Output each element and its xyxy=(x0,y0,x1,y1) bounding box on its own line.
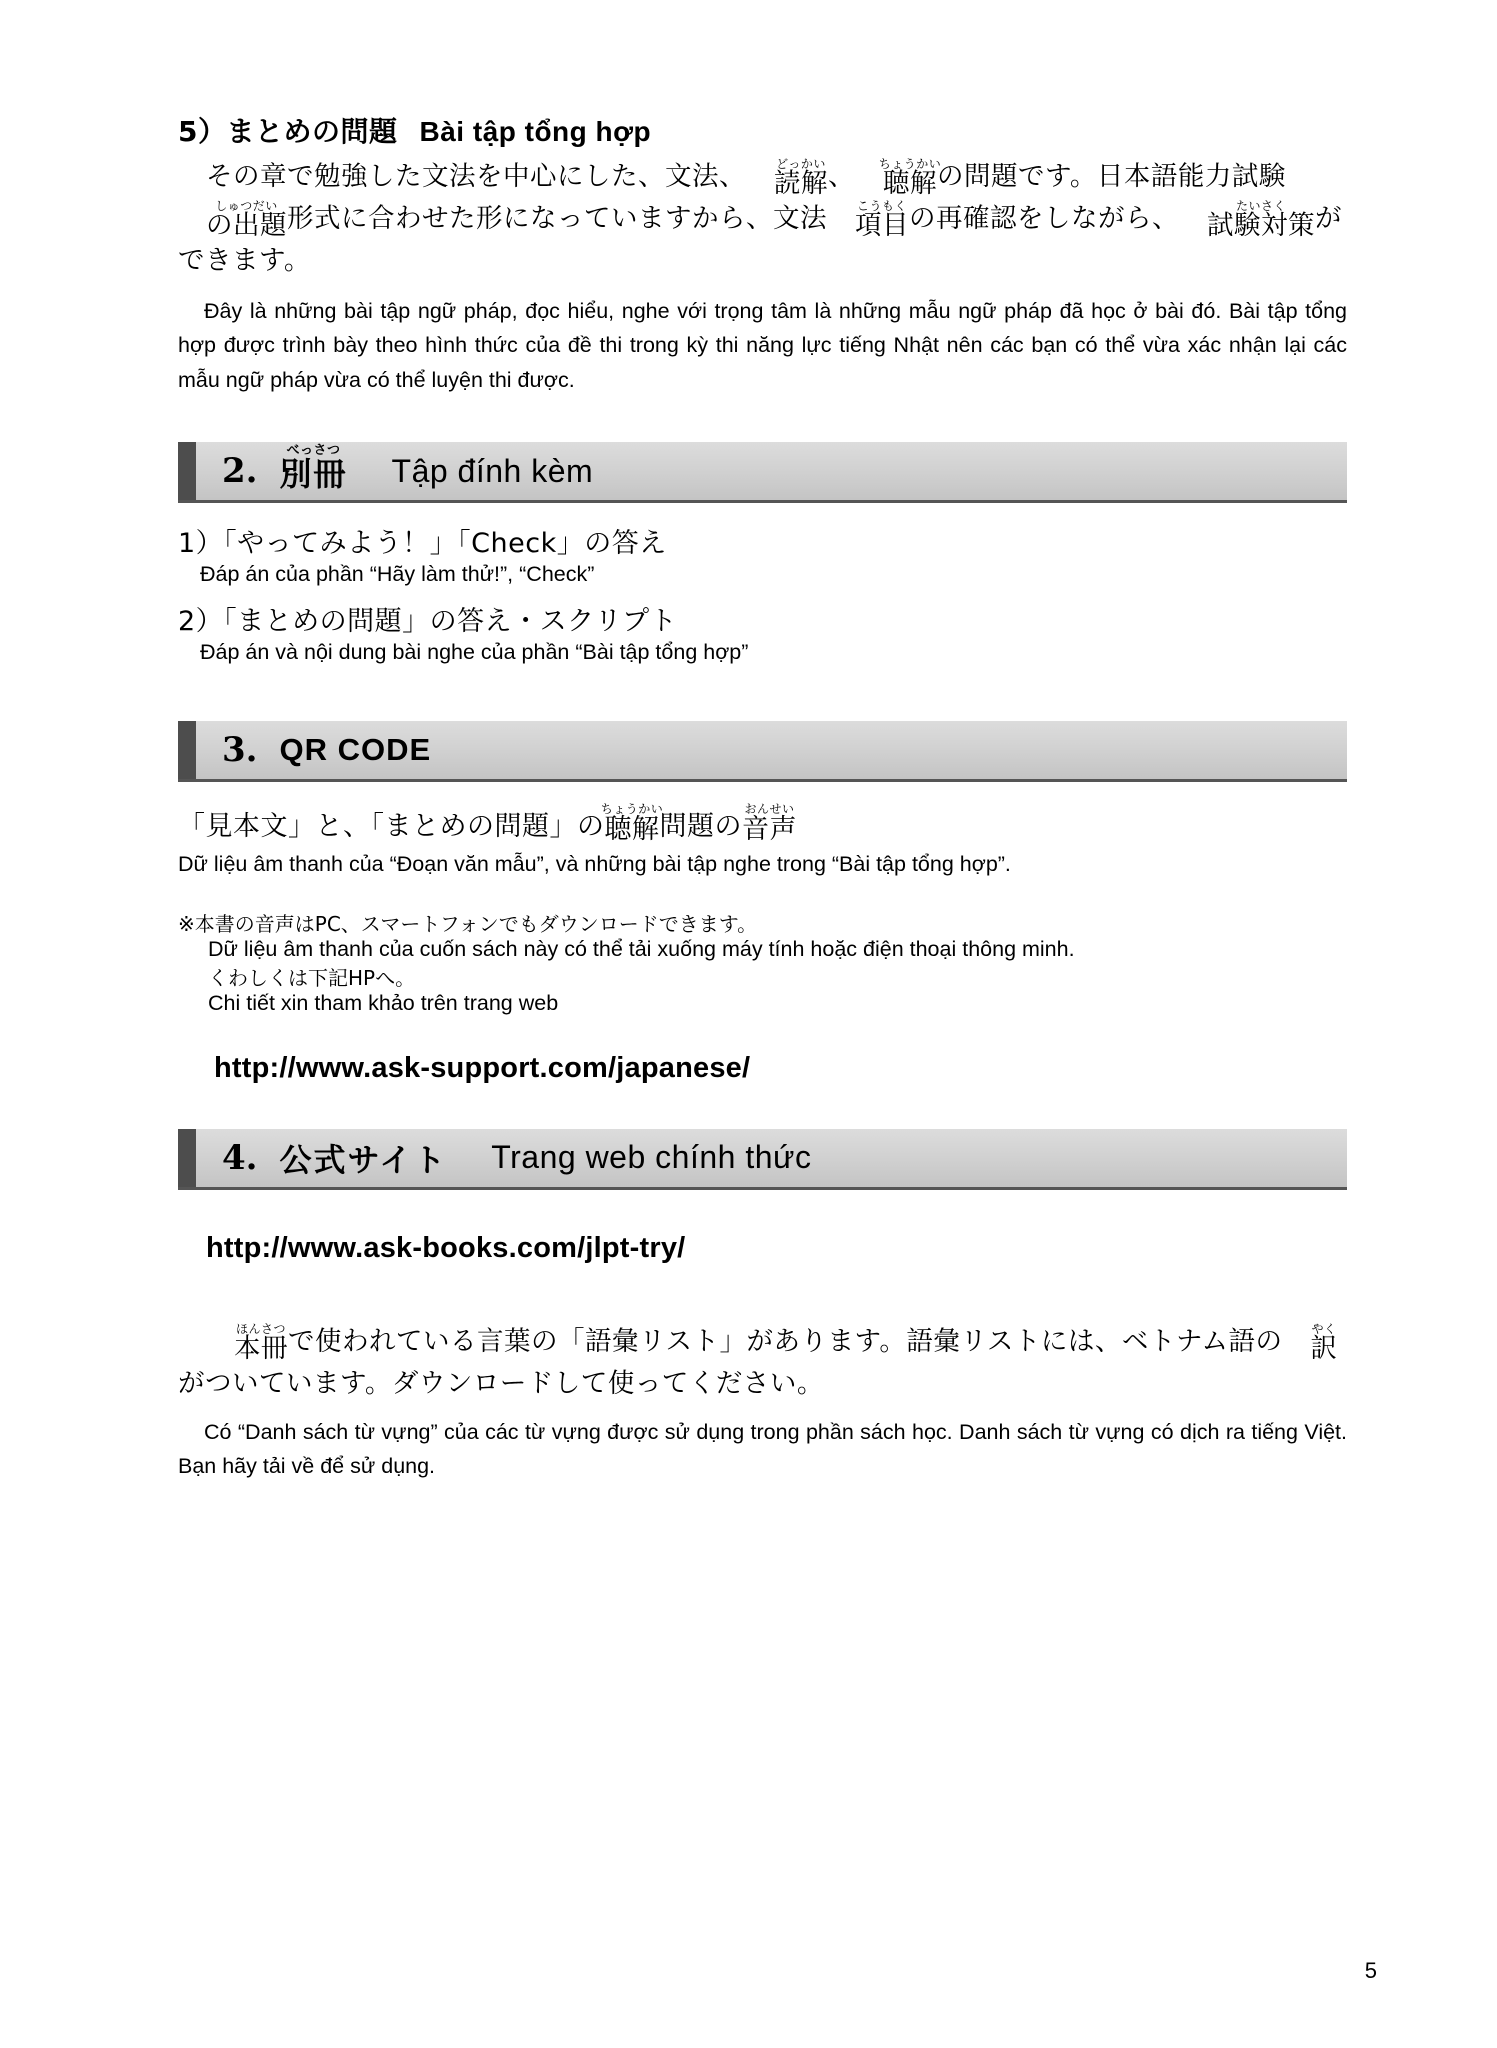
support-url-link[interactable]: http://www.ask-support.com/japanese/ xyxy=(214,1051,751,1084)
ruby-base: 項目 xyxy=(855,210,909,242)
section-3-number: 3. xyxy=(222,730,258,771)
ruby-base: 聴解 xyxy=(883,168,937,200)
ruby-base: 聴解 xyxy=(604,814,660,846)
section-2-item-2-jp: 2）「まとめの問題」の答え・スクリプト xyxy=(178,606,678,638)
ruby-text: べっさつ xyxy=(286,442,341,458)
ruby-text: おんせい xyxy=(744,801,795,816)
section-5-heading-jp: 5）まとめの問題 xyxy=(178,115,398,148)
band-tab xyxy=(178,721,196,779)
ruby-base: の出題 xyxy=(206,210,287,242)
section-5-heading-vn: Bài tập tổng hợp xyxy=(419,116,652,147)
ruby-text: どっかい xyxy=(776,157,826,172)
ruby-base: 読解 xyxy=(774,168,828,200)
ruby-base: 本冊 xyxy=(234,1333,288,1365)
section-4-title-jp: 公式サイト xyxy=(279,1140,448,1179)
ruby-base: 別冊 xyxy=(279,455,348,494)
jp-text-run: 形式に合わせた形になっていますから、文法 xyxy=(287,202,827,234)
jp-text-run: で使われている言葉の「語彙リスト」があります。語彙リストには、ベトナム語の xyxy=(288,1325,1283,1357)
ruby-base: 訳 xyxy=(1310,1333,1338,1365)
section-4-jp-paragraph xyxy=(178,1321,1347,1405)
section-2-title-jp xyxy=(279,442,348,494)
official-site-url-link[interactable]: http://www.ask-books.com/jlpt-try/ xyxy=(206,1231,686,1264)
section-4-number: 4. xyxy=(222,1137,258,1178)
ruby-text: ちょうかい xyxy=(878,157,942,172)
section-2-item-1 xyxy=(178,521,1347,587)
ruby-choukai-2 xyxy=(600,801,664,846)
section-3-note-vn-2: Chi tiết xin tham khảo trên trang web xyxy=(208,990,559,1015)
band-tab xyxy=(178,442,196,500)
section-2-item-1-jp: 1）「やってみよう！」「Check」の答え xyxy=(178,528,667,560)
ruby-koumoku xyxy=(827,199,909,242)
ruby-taisaku xyxy=(1179,199,1315,242)
section-2-title-vn: Tập đính kèm xyxy=(391,452,594,489)
ruby-bessatsu xyxy=(279,442,348,494)
section-3-note-jp-1: ※本書の音声はPC、スマートフォンでもダウンロードできます。 xyxy=(178,911,758,936)
section-3-jp-line xyxy=(178,801,1347,846)
ruby-onsei xyxy=(742,801,797,846)
ruby-text: こうもく xyxy=(856,199,908,214)
ruby-text: ちょうかい xyxy=(600,801,664,816)
section-4-vn-paragraph: Có “Danh sách từ vựng” của các từ vựng được sử dụng trong phần sách học. Danh sách từ vựng có dịch ra tiếng Việt. Bạn hãy tải về để sử dụng. xyxy=(178,1419,1347,1479)
ruby-base: 試験対策 xyxy=(1207,210,1315,242)
section-5-heading xyxy=(178,110,1347,150)
section-4-band xyxy=(178,1129,1347,1190)
ruby-honsatsu xyxy=(206,1322,288,1365)
jp-text-run: がついています。ダウンロードして使ってください。 xyxy=(178,1367,824,1399)
page-number: 5 xyxy=(1364,1958,1377,1983)
section-5-block xyxy=(178,110,1347,398)
ruby-text: たいさく xyxy=(1235,199,1287,214)
section-5-vn-paragraph: Đây là những bài tập ngữ pháp, đọc hiểu, nghe với trọng tâm là những mẫu ngữ pháp đã học ở bài đó. Bài tập tổng hợp được trình bày theo hình thức của đề thi trong kỳ thi năng lực tiếng Nhật nên các bạn có thể vừa xác nhận lại các mẫu ngữ pháp vừa có thể luyện thi được. xyxy=(178,298,1347,393)
section-5-jp-paragraph xyxy=(178,156,1347,282)
section-4-title-vn: Trang web chính thức xyxy=(491,1139,812,1176)
section-3-note-vn-1: Dữ liệu âm thanh của cuốn sách này có thể tải xuống máy tính hoặc điện thoại thông minh. xyxy=(208,936,1075,961)
section-3-note-jp-2: くわしくは下記HPへ。 xyxy=(208,965,416,990)
ruby-text: しゅつだい xyxy=(215,199,278,214)
section-2-item-2-vn: Đáp án và nội dung bài nghe của phần “Bài tập tổng hợp” xyxy=(200,640,749,665)
section-2-number: 2. xyxy=(222,451,258,492)
band-tab xyxy=(178,1129,196,1187)
jp-text-run: 「見本文」と、「まとめの問題」の xyxy=(178,811,605,843)
jp-text-run: の再確認をしながら、 xyxy=(909,202,1179,234)
ruby-base: 音声 xyxy=(742,814,797,846)
ruby-shutsudai xyxy=(178,199,287,242)
jp-text-run: その章で勉強した文法を中心にした、文法、 xyxy=(206,161,746,192)
ruby-choukai xyxy=(855,157,942,200)
section-2-item-1-vn: Đáp án của phần “Hãy làm thử!”, “Check” xyxy=(200,562,595,587)
jp-text-run: 問題の xyxy=(659,811,742,843)
jp-text-run: の問題です。日本語能力試験 xyxy=(937,161,1286,192)
section-3-vn-line: Dữ liệu âm thanh của “Đoạn văn mẫu”, và những bài tập nghe trong “Bài tập tổng hợp”. xyxy=(178,852,1011,877)
ruby-text: ほんさつ xyxy=(235,1322,287,1337)
section-3-title: QR CODE xyxy=(279,732,432,768)
jp-text-run: 、 xyxy=(828,161,855,192)
section-2-item-2 xyxy=(178,599,1347,665)
ruby-text: やく xyxy=(1311,1322,1337,1337)
jp-text-run: ができます。 xyxy=(178,202,1342,276)
section-3-band xyxy=(178,721,1347,782)
ruby-dokkai xyxy=(746,157,828,200)
section-2-band xyxy=(178,442,1347,503)
ruby-yaku xyxy=(1283,1322,1338,1365)
